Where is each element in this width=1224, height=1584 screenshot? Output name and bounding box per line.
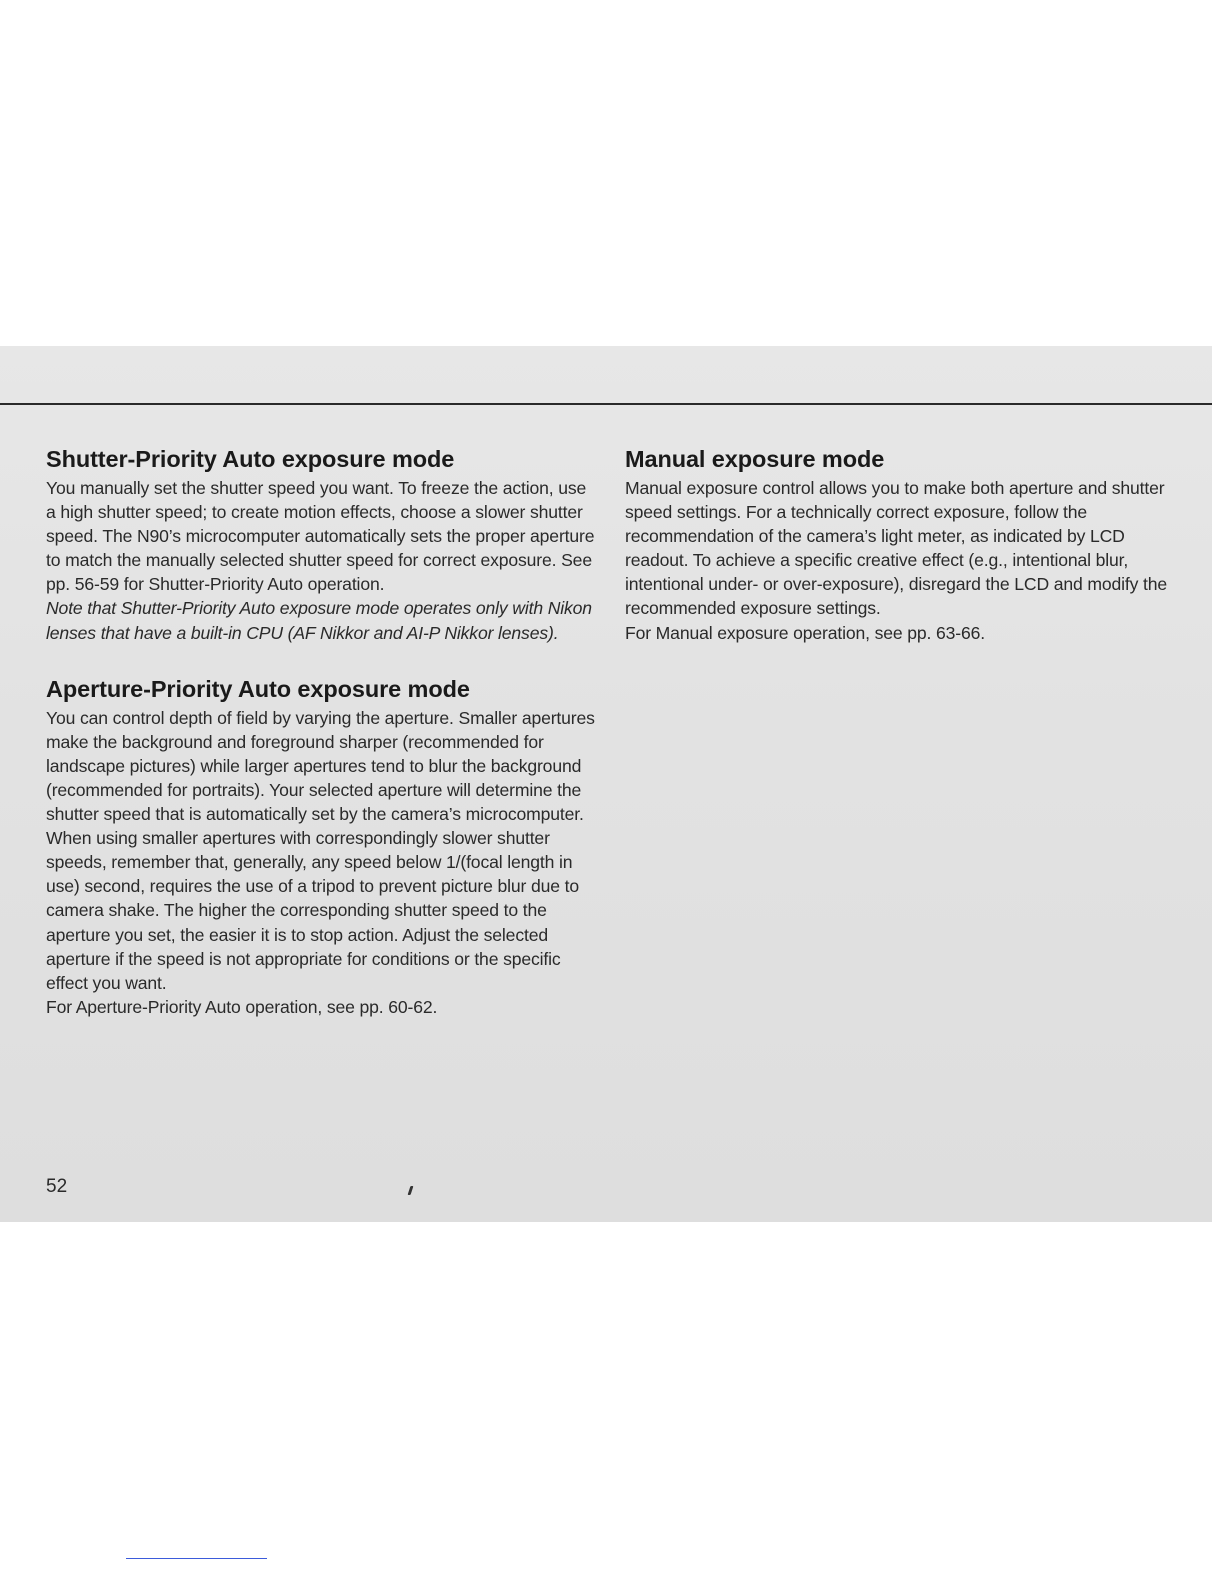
aperture-priority-body: You can control depth of field by varying the aperture. Smaller apertures make the background and foreground sharper (recommended for landscape pictures) while larger apertures tend to blur the background (recommended for portraits). Your selected aperture will determine the shutter speed that is automatically set by the camera’s microcomputer. When using smaller apertures with correspondingly slower shutter speeds, remember that, generally, any speed below 1/(focal length in use) second, requires the use of a tripod to prevent picture blur due to camera shake. The higher the corresponding shutter speed to the aperture you set, the easier it is to stop action. Adjust the selected aperture if the speed is not appropriate for conditions or the specific effect you want. xyxy=(46,707,595,993)
aperture-priority-heading: Aperture-Priority Auto exposure mode xyxy=(46,675,470,702)
left-column xyxy=(46,444,598,1019)
scan-speck-mark xyxy=(408,1186,414,1195)
bottom-link-underline xyxy=(126,1558,267,1559)
manual-page-scan xyxy=(0,346,1212,1222)
shutter-priority-heading: Shutter-Priority Auto exposure mode xyxy=(46,446,455,472)
aperture-priority-reference: For Aperture-Priority Auto operation, see pp. 60-62. xyxy=(46,996,438,1017)
manual-exposure-reference: For Manual exposure operation, see pp. 63-66. xyxy=(625,622,986,643)
shutter-priority-section xyxy=(46,444,598,645)
top-divider-rule xyxy=(0,403,1212,405)
shutter-priority-note: Note that Shutter-Priority Auto exposure mode operates only with Nikon lenses that have a built-in CPU (AF Nikkor and AI-P Nikkor lenses). xyxy=(46,598,592,643)
manual-exposure-section xyxy=(625,444,1185,645)
page-number: 52 xyxy=(46,1176,68,1197)
right-column xyxy=(625,444,1185,645)
manual-exposure-heading: Manual exposure mode xyxy=(625,446,885,472)
manual-exposure-body: Manual exposure control allows you to make both aperture and shutter speed settings. For a technically correct exposure, follow the recommendation of the camera’s light meter, as indicated by LCD readout. To achieve a specific creative effect (e.g., intentional blur, intentional under- or over-exposure), disregard the LCD and modify the recommended exposure settings. xyxy=(625,478,1168,619)
aperture-priority-section xyxy=(46,674,598,1019)
shutter-priority-body: You manually set the shutter speed you want. To freeze the action, use a high shutter speed; to create motion effects, choose a slower shutter speed. The N90’s microcomputer automatically sets the proper aperture to match the manually selected shutter speed for correct exposure. See pp. 56-59 for Shutter-Priority Auto operation. xyxy=(46,478,595,595)
